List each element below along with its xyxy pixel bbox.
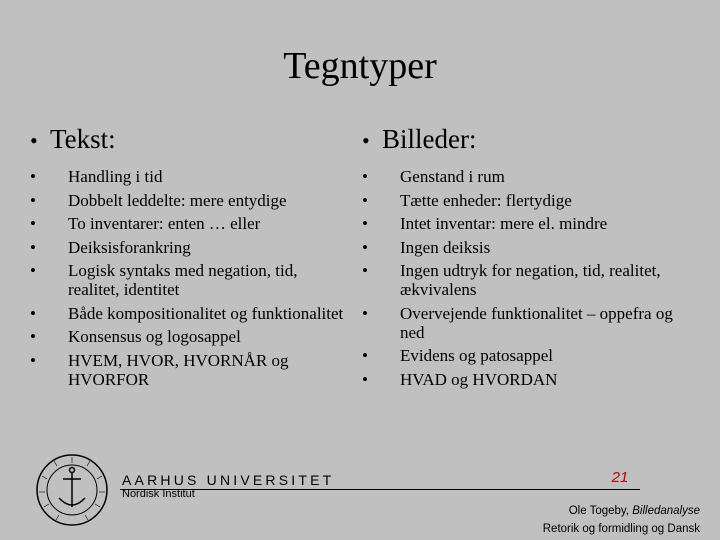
list-item [30,327,350,346]
bullet: • [30,214,36,233]
list-item-text: Overvejende funktionalitet – oppefra og ned [400,303,673,342]
list-item [362,346,692,365]
text-column [30,124,350,393]
bullet: • [362,167,368,186]
list-item-text: HVAD og HVORDAN [400,369,558,389]
list-item-text: Tætte enheder: flertydige [400,190,572,210]
image-heading-label: Billeder: [382,124,477,154]
list-item [362,214,692,233]
list-item [30,214,350,233]
list-item [30,238,350,257]
bullet: • [30,327,36,346]
work-title: Billedanalyse [632,505,700,517]
bullet: • [362,346,368,365]
list-item [362,238,692,257]
list-item [30,191,350,210]
heading-bullet: • [362,128,370,153]
bullet: • [30,190,36,210]
page-number: 21 [611,469,629,486]
university-seal-icon [34,452,110,528]
list-item [362,191,692,210]
footer-divider [120,489,640,490]
list-item-text: Dobbelt leddelte: mere entydige [68,190,287,210]
list-item [362,261,692,299]
list-item [362,370,692,389]
heading-bullet: • [30,128,38,153]
list-item-text: Både kompositionalitet og funktionalitet [68,303,344,323]
credit-line-1 [543,502,700,520]
text-heading-label: Tekst: [50,124,116,154]
bullet: • [362,190,368,210]
list-item-text: Evidens og patosappel [400,346,553,365]
bullet: • [30,167,36,186]
course-name: Retorik og formidling og Dansk [542,523,700,535]
list-item [30,261,350,299]
credit [543,502,700,538]
image-heading [362,124,692,155]
list-item-text: Ingen udtryk for negation, tid, realitet, ækvivalens [400,261,661,299]
text-list [30,167,350,389]
text-heading [30,124,350,155]
list-item-text: Genstand i rum [400,167,505,186]
bullet: • [362,214,368,233]
list-item-text: Konsensus og logosappel [68,327,241,346]
author: Ole Togeby, [568,505,633,517]
university-name: AARHUS UNIVERSITET [122,472,335,488]
bullet: • [30,261,36,280]
list-item [362,304,692,342]
department-name: Nordisk Institut [122,488,195,500]
slide-title: Tegntyper [283,45,437,87]
bullet: • [30,303,36,323]
list-item-text: Handling i tid [68,167,163,186]
list-item-text: Deiksisforankring [68,237,191,257]
bullet: • [362,261,368,280]
list-item [30,304,350,323]
bullet: • [30,237,36,257]
bullet: • [362,237,368,257]
list-item-text: Ingen deiksis [400,237,491,257]
bullet: • [30,350,36,370]
image-list [362,167,692,389]
list-item-text: Logisk syntaks med negation, tid, realitet, identitet [68,261,298,299]
list-item [30,351,350,389]
image-column [362,124,692,393]
bullet: • [362,369,368,389]
list-item [30,167,350,186]
list-item-text: To inventarer: enten … eller [68,214,261,233]
list-item-text: Intet inventar: mere el. mindre [400,214,608,233]
list-item [362,167,692,186]
list-item-text: HVEM, HVOR, HVORNÅR og HVORFOR [68,350,289,389]
bullet: • [362,303,368,323]
